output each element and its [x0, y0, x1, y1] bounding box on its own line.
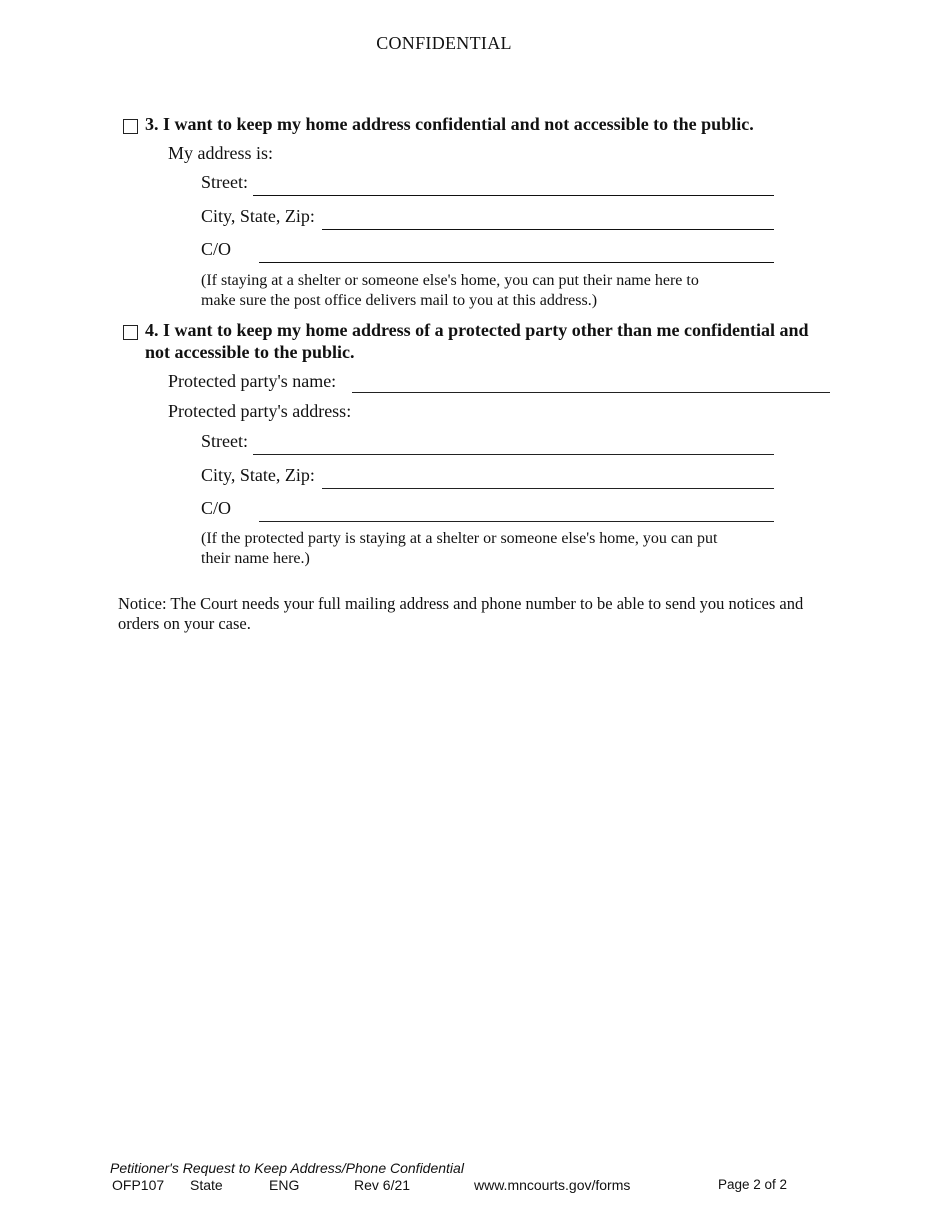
- footer-form-code: OFP107: [112, 1177, 165, 1193]
- page-header-title: CONFIDENTIAL: [376, 33, 512, 53]
- section-3-co-label: C/O: [201, 239, 232, 259]
- footer-language: ENG: [269, 1177, 300, 1193]
- section-3-street-field[interactable]: [253, 195, 774, 196]
- section-4-street-field[interactable]: [253, 454, 774, 455]
- section-4-checkbox[interactable]: [123, 325, 138, 340]
- section-3-street-label: Street:: [201, 172, 248, 192]
- section-4-name-label: Protected party's name:: [168, 371, 337, 391]
- section-4-name-field[interactable]: [352, 392, 830, 393]
- section-4-title-line2: not accessible to the public.: [145, 342, 355, 362]
- section-3-city-field[interactable]: [322, 229, 774, 230]
- section-4-co-field[interactable]: [259, 521, 774, 522]
- section-4-street-label: Street:: [201, 431, 248, 451]
- section-4-title-line1: 4. I want to keep my home address of a protected party other than me confidential and: [145, 320, 809, 340]
- footer-jurisdiction: State: [190, 1177, 223, 1193]
- section-4-note-line2: their name here.): [201, 550, 310, 567]
- notice-line1: Notice: The Court needs your full mailing address and phone number to be able to send you notices and: [118, 594, 804, 613]
- section-3-address-intro: My address is:: [168, 143, 273, 163]
- section-4-city-label: City, State, Zip:: [201, 465, 315, 485]
- section-3-note-line2: make sure the post office delivers mail to you at this address.): [201, 292, 598, 309]
- footer-revision: Rev 6/21: [354, 1177, 411, 1193]
- footer-website[interactable]: www.mncourts.gov/forms: [474, 1177, 631, 1193]
- section-4-note-line1: (If the protected party is staying at a shelter or someone else's home, you can put: [201, 530, 718, 547]
- footer-form-title: Petitioner's Request to Keep Address/Phone Confidential: [110, 1160, 464, 1176]
- section-4-city-field[interactable]: [322, 488, 774, 489]
- section-4-address-intro: Protected party's address:: [168, 401, 352, 421]
- section-3-note-line1: (If staying at a shelter or someone else's home, you can put their name here to: [201, 272, 699, 289]
- section-3-checkbox[interactable]: [123, 119, 138, 134]
- section-3-city-label: City, State, Zip:: [201, 206, 315, 226]
- section-3-title: 3. I want to keep my home address confidential and not accessible to the public.: [145, 114, 754, 134]
- section-4-co-label: C/O: [201, 498, 232, 518]
- notice-line2: orders on your case.: [118, 614, 251, 633]
- footer-page-number: Page 2 of 2: [718, 1177, 788, 1192]
- section-3-co-field[interactable]: [259, 262, 774, 263]
